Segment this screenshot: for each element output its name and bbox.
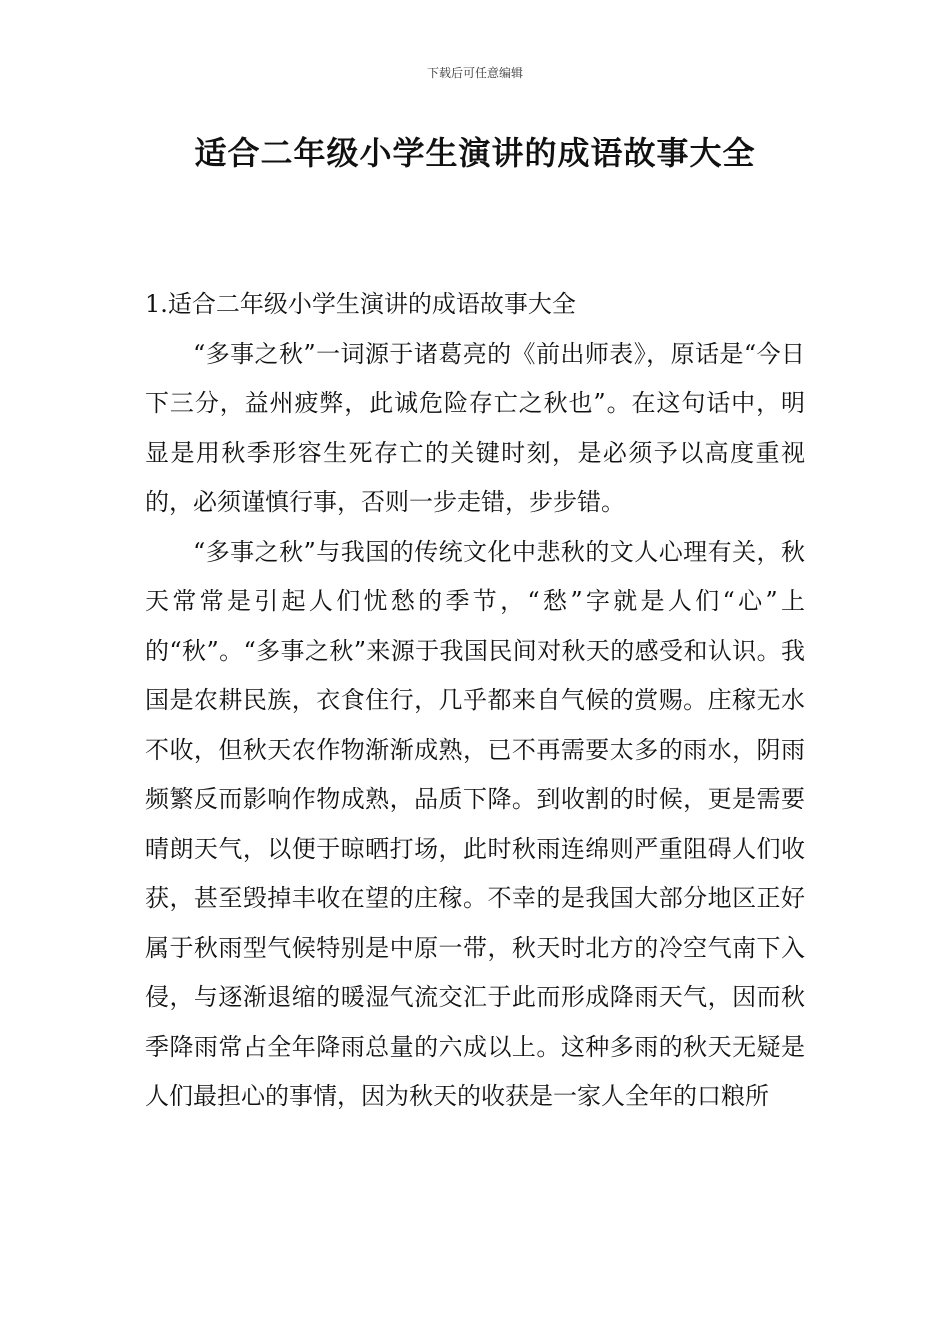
document-body [145, 280, 805, 1122]
header-note: 下载后可任意编辑 [426, 66, 523, 80]
section-heading: 1.适合二年级小学生演讲的成语故事大全 [145, 290, 576, 318]
document-title: 适合二年级小学生演讲的成语故事大全 [194, 134, 756, 172]
paragraph-2: “多事之秋”与我国的传统文化中悲秋的文人心理有关，秋天常常是引起人们忧愁的季节，“愁”字就是人们“心”上的“秋”。“多事之秋”来源于我国民间对秋天的感受和认识。我国是农耕民族，衣食住行，几乎都来自气候的赏赐。庄稼无水不收，但秋天农作物渐渐成熟，已不再需要太多的雨水，阴雨频繁反而影响作物成熟，品质下降。到收割的时候，更是需要晴朗天气，以便于晾晒打场，此时秋雨连绵则严重阻碍人们收获，甚至毁掉丰收在望的庄稼。不幸的是我国大部分地区正好属于秋雨型气候特别是中原一带，秋天时北方的冷空气南下入侵，与逐渐退缩的暖湿气流交汇于此而形成降雨天气，因而秋季降雨常占全年降雨总量的六成以上。这种多雨的秋天无疑是人们最担心的事情，因为秋天的收获是一家人全年的口粮所 [145, 537, 805, 1110]
paragraph-1: “多事之秋”一词源于诸葛亮的《前出师表》，原话是“今日下三分，益州疲弊，此诚危险存亡之秋也”。在这句话中，明显是用秋季形容生死存亡的关键时刻，是必须予以高度重视的，必须谨慎行事，否则一步走错，步步错。 [145, 339, 805, 516]
